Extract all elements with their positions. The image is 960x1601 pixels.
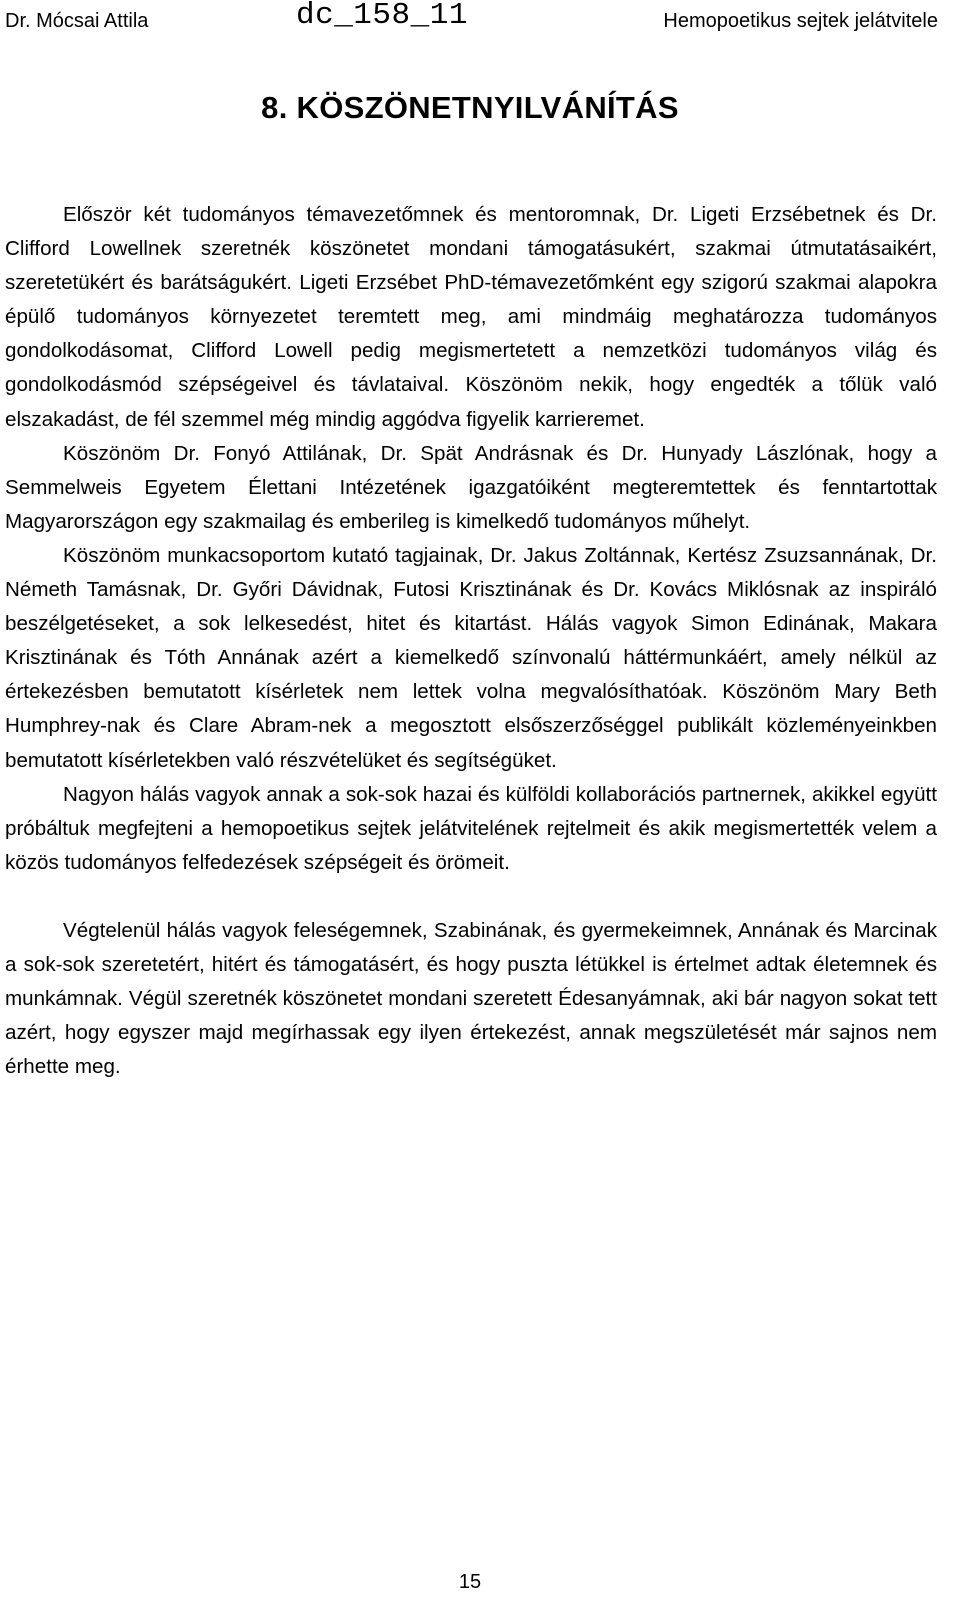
paragraph-institute-directors: Köszönöm Dr. Fonyó Attilának, Dr. Spät Andrásnak és Dr. Hunyady Lászlónak, hogy a Semmelweis Egyetem Élettani Intézetének igazgatóiként megteremtettek és fenntartottak Magyarországon egy szakmailag és emberileg is kimelkedő tudományos műhelyt. (5, 441, 937, 533)
paragraph-supervisors: Először két tudományos témavezetőmnek és mentoromnak, Dr. Ligeti Erzsébetnek és Dr. Clifford Lowellnek szeretnék köszönetet mondani támogatásukért, szakmai útmutatásaikért, szeretetükért és barátságukért. Ligeti Erzsébet PhD-témavezetőmként egy szigorú szakmai alapokra épülő tudományos környezetet teremtett meg, ami mindmáig meghatározza tudományos gondolkodásomat, Clifford Lowell pedig megismertetett a nemzetközi tudományos világ és gondolkodásmód szépségeivel és távlataival. Köszönöm nekik, hogy engedték a tőlük való elszakadást, de fél szemmel még mindig aggódva figyelik karrieremet. (5, 203, 937, 431)
chapter-title: 8. KÖSZÖNETNYILVÁNÍTÁS (261, 90, 679, 125)
header-author: Dr. Mócsai Attila (5, 10, 149, 32)
paragraph-family: Végtelenül hálás vagyok feleségemnek, Szabinának, és gyermekeimnek, Annának és Marcinak a sok-sok szeretetért, hitért és támogatásért, és hogy puszta létükkel is értelmet adtak életemnek és munkámnak. Végül szeretnék köszönetet mondani szeretett Édesanyámnak, aki bár nagyon sokat tett azért, hogy egyszer majd megírhassak egy ilyen értekezést, annak megszületését már sajnos nem érhette meg. (5, 918, 937, 1079)
header-doc-id: dc_158_11 (296, 0, 468, 33)
page-number: 15 (458, 1571, 482, 1593)
page-header (0, 0, 960, 44)
body-text (5, 198, 937, 1084)
header-short-title: Hemopoetikus sejtek jelátvitele (663, 10, 938, 32)
paragraph-collaborators: Nagyon hálás vagyok annak a sok-sok hazai és külföldi kollaborációs partnernek, akikkel együtt próbáltuk megfejteni a hemopoetikus sejtek jelátvitelének rejtelmeit és akik megismertették velem a közös tudományos felfedezések szépségeit és örömeit. (5, 782, 937, 874)
paragraph-research-group: Köszönöm munkacsoportom kutató tagjainak, Dr. Jakus Zoltánnak, Kertész Zsuzsannának, Dr. Németh Tamásnak, Dr. Győri Dávidnak, Futosi Krisztinának és Dr. Kovács Miklósnak az inspiráló beszélgetéseket, a sok lelkesedést, hitet és kitartást. Hálás vagyok Simon Edinának, Makara Krisztinának és Tóth Annának azért a kiemelkedő színvonalú háttérmunkáért, amely nélkül az értekezésben bemutatott kísérletek nem lettek volna megvalósíthatóak. Köszönöm Mary Beth Humphrey-nak és Clare Abram-nek a megosztott elsőszerzőséggel publikált közleményeinkben bemutatott kísérletekben való részvételüket és segítségüket. (5, 543, 937, 772)
